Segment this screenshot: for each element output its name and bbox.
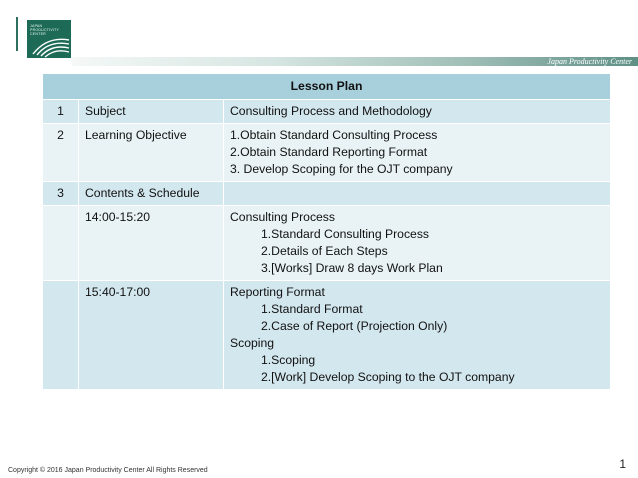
table-row	[43, 100, 611, 124]
row-content: Consulting Process 1.Standard Consulting Process 2.Details of Each Steps 3.[Works] Draw 8 days Work Plan	[224, 206, 611, 281]
row-content	[224, 182, 611, 206]
header-bar	[72, 57, 638, 66]
row-content: Reporting Format 1.Standard Format 2.Case of Report (Projection Only) Scoping 1.Scoping 2.[Work] Develop Scoping to the OJT company	[224, 281, 611, 390]
row-number	[43, 206, 79, 281]
row-content: 1.Obtain Standard Consulting Process 2.Obtain Standard Reporting Format 3. Develop Scoping for the OJT company	[224, 124, 611, 182]
logo-text: JAPAN PRODUCTIVITY CENTER	[30, 24, 60, 37]
table-row	[43, 281, 611, 390]
row-number: 1	[43, 100, 79, 124]
row-label: 15:40-17:00	[79, 281, 224, 390]
table-row	[43, 124, 611, 182]
row-label: Contents & Schedule	[79, 182, 224, 206]
company-logo	[27, 20, 71, 58]
lesson-plan-table	[42, 73, 611, 390]
row-number: 2	[43, 124, 79, 182]
table-row	[43, 206, 611, 281]
row-number	[43, 281, 79, 390]
header-brand-text: Japan Productivity Center	[547, 56, 632, 66]
divider-line	[16, 17, 18, 51]
row-label: Subject	[79, 100, 224, 124]
row-content: Consulting Process and Methodology	[224, 100, 611, 124]
copyright-text: Copyright © 2016 Japan Productivity Center All Rights Reserved	[8, 467, 208, 474]
row-number: 3	[43, 182, 79, 206]
table-header-row	[43, 74, 611, 100]
row-label: Learning Objective	[79, 124, 224, 182]
page-number: 1	[619, 457, 626, 471]
row-label: 14:00-15:20	[79, 206, 224, 281]
table-row	[43, 182, 611, 206]
table-title: Lesson Plan	[43, 74, 611, 100]
